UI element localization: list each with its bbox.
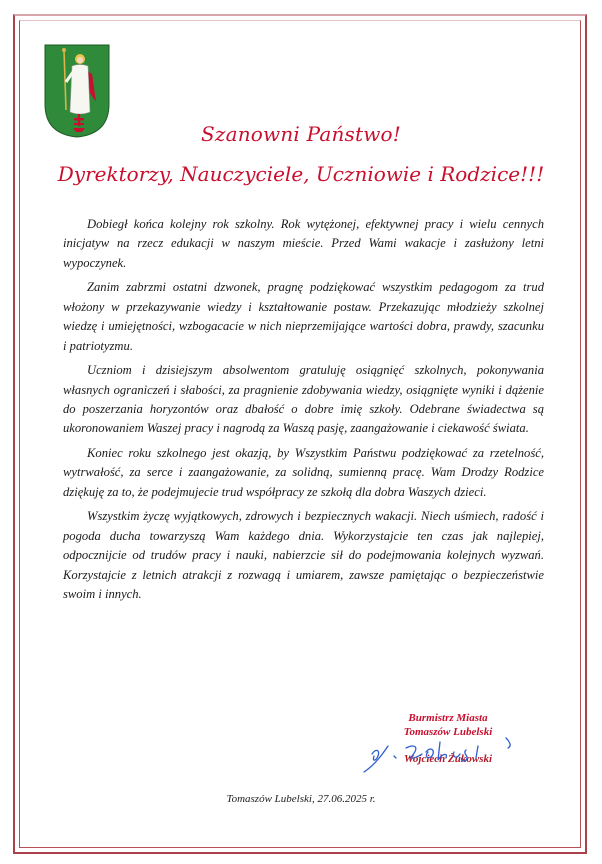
letter-body bbox=[63, 215, 544, 610]
greeting-subtitle: Dyrektorzy, Nauczyciele, Uczniowie i Rodzice!!! bbox=[57, 162, 545, 186]
paragraph-2: Zanim zabrzmi ostatni dzwonek, pragnę podziękować wszystkim pedagogom za trud włożony w przekazywanie wiedzy i kształtowanie postaw. Przekazując młodzieży szkolnej wiedzę i umiejętności, wzbogacacie w nich nieprzemijające wartości dobra, prawdy, szacunku i patriotyzmu. bbox=[63, 280, 544, 353]
signature-title-line2: Tomaszów Lubelski bbox=[403, 726, 493, 738]
handwritten-signature bbox=[354, 728, 524, 778]
paragraph-4: Koniec roku szkolnego jest okazją, by Wszystkim Państwu podziękować za rzetelność, wytrwałość, za serce i zaangażowanie, za solidną, sumienną pracę. Wam Drodzy Rodzice dziękuję za to, że podejmujecie trud współpracy ze szkołą dla dobra Waszych dzieci. bbox=[63, 446, 544, 499]
signature-title-line1: Burmistrz Miasta bbox=[408, 712, 488, 724]
paragraph-3: Uczniom i dzisiejszym absolwentom gratuluję osiągnięć szkolnych, pokonywania własnych ograniczeń i słabości, za pragnienie zdobywania wiedzy, osiągnięte wyniki i dążenie do poszerzania horyzontów oraz dbałość o dobre imię szkoły. Odebrane świadectwa są ukoronowaniem Waszej pracy i nagrodą za Waszą pasję, zaangażowanie i ciekawość świata. bbox=[63, 363, 544, 436]
signature-name: Wojciech Żukowski bbox=[403, 753, 493, 765]
paragraph-1: Dobiegł końca kolejny rok szkolny. Rok wytężonej, efektywnej pracy i wielu cennych inicjatyw na rzecz edukacji w naszym mieście. Przed Wami wakacje i zasłużony letni wypoczynek. bbox=[63, 217, 544, 270]
greeting-title: Szanowni Państwo! bbox=[200, 122, 402, 146]
paragraph-5: Wszystkim życzę wyjątkowych, zdrowych i bezpiecznych wakacji. Niech uśmiech, radość i pogoda ducha towarzyszą Wam każdego dnia. Wykorzystajcie ten czas jak najlepiej, odpocznijcie od trudów pracy i nauki, nabierzcie sił do podejmowania kolejnych wyzwań. Korzystajcie z letnich atrakcji z rozwagą i umiarem, zawsze pamiętając o bezpieczeństwie swoim i innych. bbox=[63, 509, 544, 602]
place-and-date: Tomaszów Lubelski, 27.06.2025 r. bbox=[226, 793, 376, 805]
